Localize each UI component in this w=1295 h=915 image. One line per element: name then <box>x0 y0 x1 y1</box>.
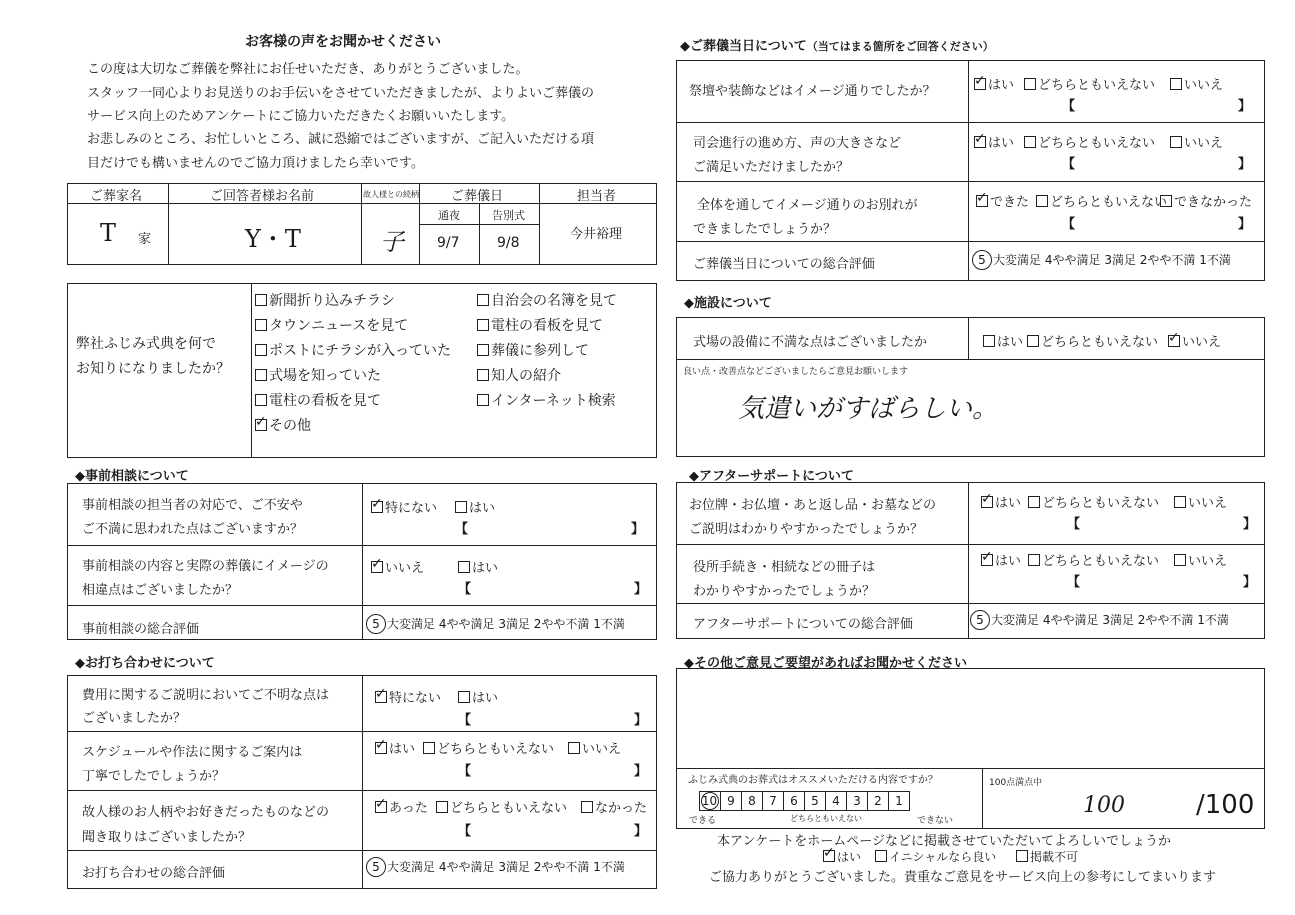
checkbox-checked[interactable] <box>976 195 988 207</box>
info-table <box>67 183 657 265</box>
comment-bracket-open: 【 <box>458 713 472 728</box>
answer-option[interactable]: ✓はい <box>981 550 1021 569</box>
checkbox-checked[interactable] <box>981 496 993 508</box>
scale-option[interactable]: 6 <box>784 792 805 811</box>
comment-bracket-open: 【 <box>1062 217 1076 232</box>
checkbox[interactable] <box>1036 195 1048 207</box>
checkbox[interactable] <box>255 394 267 406</box>
checkbox-checked[interactable] <box>974 78 986 90</box>
checkbox[interactable] <box>436 801 448 813</box>
header-wake: 通夜 <box>438 209 460 222</box>
answer-option[interactable]: ✓ はい <box>974 74 1014 93</box>
header-relationship: 故人様との続柄 <box>363 190 419 199</box>
answer-option[interactable]: どちらともいえない <box>436 797 567 816</box>
scale-option[interactable]: 1 <box>889 792 910 811</box>
answer-option[interactable]: どちらともいえない <box>1028 492 1159 511</box>
checkbox[interactable] <box>581 801 593 813</box>
checkbox[interactable] <box>1174 496 1186 508</box>
intro-line: スタッフ一同心よりお見送りのお手伝いをさせていただきましたが、よりよいご葬儀の <box>87 86 595 101</box>
scale-option[interactable]: 4 <box>826 792 847 811</box>
answer-option[interactable]: ✓特にない <box>375 687 441 706</box>
checkbox[interactable] <box>983 335 995 347</box>
checkbox[interactable] <box>1170 78 1182 90</box>
checkbox[interactable] <box>477 294 489 306</box>
answer-option[interactable]: できなかった <box>1160 191 1252 210</box>
question-text: 丁寧でしたでしょうか？ <box>82 769 226 784</box>
question-text: 費用に関するご説明においてご不明な点は <box>82 688 330 703</box>
scale-label-middle: どちらともいえない <box>790 814 862 823</box>
checkbox-checked[interactable] <box>974 136 986 148</box>
comment-bracket-close: 】 <box>1243 517 1257 532</box>
checkbox[interactable] <box>477 369 489 381</box>
checkbox[interactable] <box>1028 554 1040 566</box>
checkbox-checked[interactable] <box>375 691 387 703</box>
answer-option[interactable]: なかった <box>581 797 647 816</box>
question-text: 全体を通してイメージ通りのお別れが <box>697 198 918 213</box>
consent-option[interactable]: ✓はい <box>823 848 861 865</box>
comment-note: 良い点・改善点などございましたらご意見お願いします <box>683 367 909 377</box>
scale-option[interactable]: 3 <box>847 792 868 811</box>
comment-bracket-close: 】 <box>634 713 648 728</box>
source-option[interactable]: 自治会の名簿を見て <box>477 290 617 310</box>
handwritten-comment: 気遣いがすばらしい。 <box>738 394 999 424</box>
question-text: 式場の設備に不満な点はございましたか <box>693 335 928 350</box>
comment-bracket-close: 】 <box>1238 157 1252 172</box>
question-text: お位牌・お仏壇・あと返し品・お墓などの <box>689 498 937 513</box>
section-heading: ◆アフターサポートについて <box>689 469 854 484</box>
checkbox[interactable] <box>568 742 580 754</box>
checkbox[interactable] <box>1174 554 1186 566</box>
scale-option[interactable]: 10 <box>700 792 721 811</box>
comment-bracket-open: 【 <box>1062 99 1076 114</box>
answer-option[interactable]: ✓あった <box>375 797 428 816</box>
scale-option[interactable]: 2 <box>868 792 889 811</box>
answer-option[interactable]: いいえ <box>1170 132 1223 151</box>
checkbox[interactable] <box>477 319 489 331</box>
checkbox[interactable] <box>255 294 267 306</box>
intro-line: サービス向上のためアンケートにご協力いただきたくお願いいたします。 <box>87 109 515 124</box>
source-option[interactable]: 知人の紹介 <box>477 365 561 385</box>
question-text: できましたでしょうか？ <box>693 222 837 237</box>
checkbox[interactable] <box>1028 496 1040 508</box>
question-text: お打ち合わせの総合評価 <box>82 866 226 881</box>
question-text: ございましたか？ <box>82 711 187 726</box>
header-family: ご葬家名 <box>90 189 143 204</box>
checkbox[interactable] <box>1027 335 1039 347</box>
header-respondent: ご回答者様お名前 <box>210 189 315 204</box>
answer-option[interactable]: いいえ <box>568 738 621 757</box>
checkbox[interactable] <box>1160 195 1172 207</box>
question-text: わかりやすかったでしょうか？ <box>693 584 876 599</box>
section-heading: ◆お打ち合わせについて <box>75 656 215 671</box>
answer-option[interactable]: はい <box>458 687 498 706</box>
checkbox-checked[interactable] <box>255 419 267 431</box>
checkbox-checked[interactable] <box>375 801 387 813</box>
source-option[interactable]: ✓その他 <box>255 415 311 435</box>
header-funeral-ceremony: 告別式 <box>492 209 525 222</box>
checkbox[interactable] <box>255 369 267 381</box>
answer-option[interactable]: ✓ いいえ <box>1168 331 1221 350</box>
source-option[interactable]: ポストにチラシが入っていた <box>255 340 451 360</box>
checkbox[interactable] <box>458 691 470 703</box>
answer-option[interactable]: いいえ <box>1174 550 1227 569</box>
question-text: 司会進行の進め方、声の大きさなど <box>693 136 902 151</box>
answer-option[interactable]: どちらともいえない <box>1036 191 1167 210</box>
scale-option[interactable]: 5 <box>805 792 826 811</box>
answer-option[interactable]: いいえ <box>1174 492 1227 511</box>
checkbox-checked[interactable] <box>981 554 993 566</box>
source-option[interactable]: 電柱の看板を見て <box>255 390 381 410</box>
answer-option[interactable]: どちらともいえない <box>423 738 554 757</box>
score-value: 100 <box>1083 793 1125 818</box>
answer-option[interactable]: ✓はい <box>375 738 415 757</box>
intro-line: お悲しみのところ、お忙しいところ、誠に恐縮ではございますが、ご記入いただける項 <box>87 132 595 147</box>
source-option[interactable]: タウンニュースを見て <box>255 315 408 335</box>
question-text: スケジュールや作法に関するご案内は <box>82 745 303 760</box>
source-option[interactable]: 電柱の看板を見て <box>477 315 603 335</box>
checkbox[interactable] <box>477 394 489 406</box>
checkbox[interactable] <box>1024 136 1036 148</box>
survey-title: お客様の声をお聞かせください <box>245 34 441 50</box>
comment-bracket-open: 【 <box>458 582 472 597</box>
header-date: ご葬儀日 <box>451 189 504 204</box>
comment-bracket-close: 】 <box>1243 575 1257 590</box>
thanks-message: ご協力ありがとうございました。貴重なご意見をサービス向上の参考にしてまいります <box>709 870 1217 885</box>
question-text: ご不満に思われた点はございますか？ <box>82 522 304 537</box>
question-text: 事前相談の総合評価 <box>82 622 200 637</box>
answer-option[interactable]: いいえ <box>1170 74 1223 93</box>
answer-option[interactable]: どちらともいえない <box>1024 74 1155 93</box>
scale-option[interactable]: 8 <box>742 792 763 811</box>
comment-bracket-open: 【 <box>458 764 472 779</box>
answer-option[interactable]: ✓はい <box>981 492 1021 511</box>
answer-option[interactable]: どちらともいえない <box>1027 331 1158 350</box>
source-option[interactable]: 葬儀に参列して <box>477 340 589 360</box>
question-text: ご説明はわかりやすかったでしょうか？ <box>689 522 924 537</box>
source-option[interactable]: インターネット検索 <box>477 390 616 410</box>
consent-option[interactable]: イニシャルなら良い <box>875 848 996 865</box>
source-question: お知りになりましたか？ <box>76 361 230 377</box>
checkbox[interactable] <box>255 319 267 331</box>
source-option[interactable]: 新聞折り込みチラシ <box>255 290 395 310</box>
funeral-date: 9/8 <box>497 235 520 251</box>
checkbox[interactable] <box>1016 850 1028 862</box>
comment-bracket-open: 【 <box>1067 575 1081 590</box>
section-heading: ◆施設について <box>684 296 772 311</box>
checkbox-checked[interactable] <box>1168 335 1180 347</box>
section-heading: ◆その他ご意見ご要望があればお聞かせください <box>684 656 967 671</box>
comment-bracket-close: 】 <box>634 582 648 597</box>
comment-bracket-close: 】 <box>634 824 648 839</box>
scale-option[interactable]: 9 <box>721 792 742 811</box>
comment-bracket-close: 】 <box>634 764 648 779</box>
score-max: /100 <box>1196 790 1255 820</box>
comment-bracket-open: 【 <box>458 824 472 839</box>
checkbox[interactable] <box>255 344 267 356</box>
recommend-scale[interactable] <box>699 791 910 811</box>
header-staff: 担当者 <box>577 189 617 204</box>
scale-option[interactable]: 7 <box>763 792 784 811</box>
source-question: 弊社ふじみ式典を何で <box>76 336 216 352</box>
comment-bracket-close: 】 <box>1238 217 1252 232</box>
question-text: ご葬儀当日についての総合評価 <box>693 257 875 272</box>
rating-scale[interactable]: 5 大変満足 4やや満足 3満足 2やや不満 1不満 <box>366 614 625 634</box>
checkbox-checked[interactable] <box>375 742 387 754</box>
comment-bracket-open: 【 <box>1067 517 1081 532</box>
checkbox[interactable] <box>875 850 887 862</box>
checkbox-checked[interactable] <box>823 850 835 862</box>
checkbox[interactable] <box>455 501 467 513</box>
scale-label-right: できない <box>917 816 954 826</box>
comment-bracket-open: 【 <box>1062 157 1076 172</box>
recommend-question: ふじみ式典のお葬式はオススメいただける内容ですか？ <box>688 775 938 786</box>
answer-option[interactable]: ✓いいえ <box>371 557 424 576</box>
answer-option[interactable]: はい <box>455 497 495 516</box>
comment-bracket-close: 】 <box>631 522 645 537</box>
checkbox[interactable] <box>1024 78 1036 90</box>
question-text: 役所手続き・相続などの冊子は <box>693 560 876 575</box>
answer-option[interactable]: ✓はい <box>974 132 1014 151</box>
score-label: 100点満点中 <box>989 778 1043 788</box>
question-text: 祭壇や装飾などはイメージ通りでしたか？ <box>689 84 936 99</box>
family-name: T <box>100 219 117 247</box>
checkbox[interactable] <box>477 344 489 356</box>
intro-line: この度は大切なご葬儀を弊社にお任せいただき、ありがとうございました。 <box>87 62 529 77</box>
checkbox[interactable] <box>423 742 435 754</box>
relationship-value: 子 <box>380 228 404 256</box>
wake-date: 9/7 <box>437 235 460 251</box>
section-heading: ◆ご葬儀当日について（当てはまる箇所をご回答ください） <box>680 39 994 54</box>
question-text: 事前相談の担当者の対応で、ご不安や <box>82 498 303 513</box>
family-suffix: 家 <box>138 232 152 247</box>
question-text: 相違点はございましたか？ <box>82 583 239 598</box>
checkbox[interactable] <box>458 561 470 573</box>
question-text: 事前相談の内容と実際の葬儀にイメージの <box>82 559 329 574</box>
intro-line: 目だけでも構いませんのでご協力頂けましたら幸いです。 <box>87 156 424 171</box>
section-heading: ◆事前相談について <box>75 469 189 484</box>
comment-bracket-close: 】 <box>1238 99 1252 114</box>
checkbox[interactable] <box>1170 136 1182 148</box>
scale-label-left: できる <box>689 816 717 826</box>
consent-option[interactable]: 掲載不可 <box>1016 848 1078 865</box>
question-text: ご満足いただけましたか？ <box>693 160 850 175</box>
rating-scale[interactable]: 5 大変満足 4やや満足 3満足 2やや不満 1不満 <box>972 250 1231 270</box>
answer-option[interactable]: ✓できた <box>976 191 1029 210</box>
rating-scale[interactable]: 5 大変満足 4やや満足 3満足 2やや不満 1不満 <box>970 610 1229 630</box>
respondent-name: Y・T <box>245 225 301 253</box>
staff-name: 今井裕理 <box>570 227 623 242</box>
question-text: アフターサポートについての総合評価 <box>693 617 913 632</box>
answer-option[interactable]: どちらともいえない <box>1028 550 1159 569</box>
source-option[interactable]: 式場を知っていた <box>255 365 381 385</box>
consent-question: 本アンケートをホームページなどに掲載させていただいてよろしいでしょうか <box>717 834 1171 849</box>
question-text: 聞き取りはございましたか？ <box>82 830 252 845</box>
checkbox-checked[interactable] <box>371 501 383 513</box>
question-text: 故人様のお人柄やお好きだったものなどの <box>82 805 330 820</box>
answer-option[interactable]: ✓特にない <box>371 497 437 516</box>
answer-option[interactable]: どちらともいえない <box>1024 132 1155 151</box>
rating-scale[interactable]: 5 大変満足 4やや満足 3満足 2やや不満 1不満 <box>366 857 625 877</box>
answer-option[interactable]: はい <box>983 331 1023 350</box>
comment-bracket-open: 【 <box>455 522 469 537</box>
checkbox-checked[interactable] <box>371 561 383 573</box>
answer-option[interactable]: はい <box>458 557 498 576</box>
